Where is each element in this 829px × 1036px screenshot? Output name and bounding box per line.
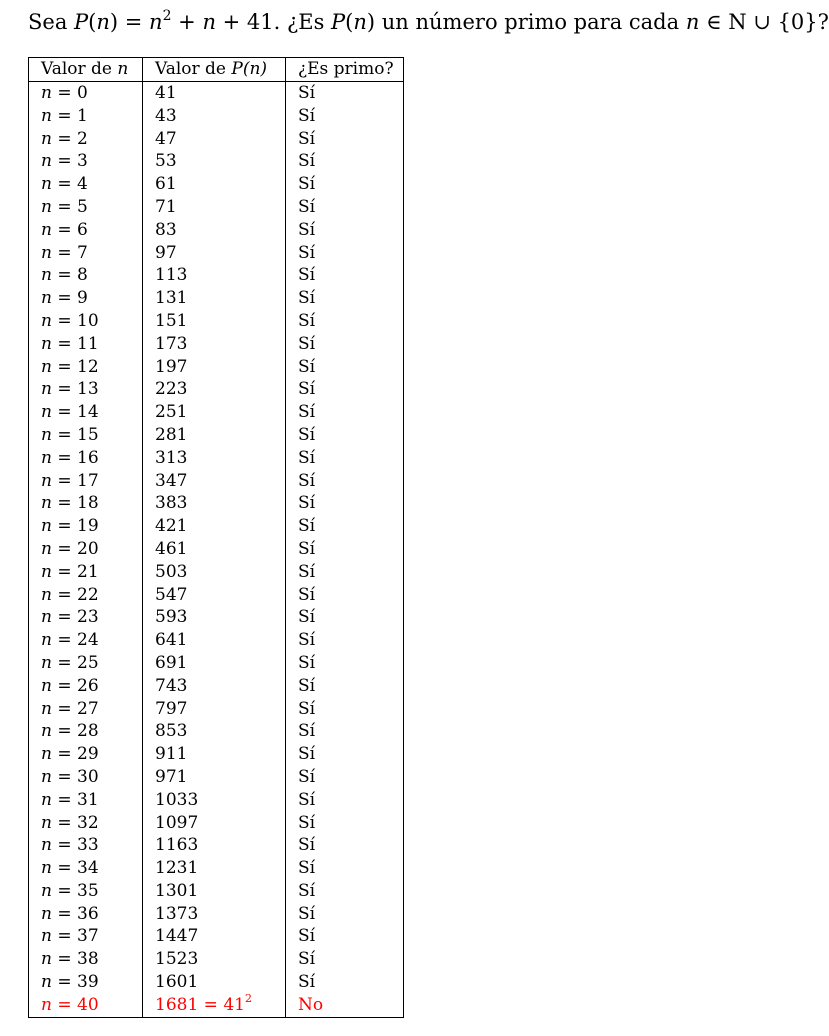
cell-value: 1231 bbox=[143, 857, 286, 880]
question-n-var: n bbox=[96, 10, 110, 34]
question-p-var: P bbox=[331, 10, 346, 34]
cell-n: n = 38 bbox=[29, 948, 143, 971]
table-row bbox=[29, 812, 404, 835]
table-row bbox=[29, 789, 404, 812]
cell-n: n = 7 bbox=[29, 242, 143, 265]
cell-prime: Sí bbox=[286, 356, 404, 379]
table-row bbox=[29, 652, 404, 675]
table-row bbox=[29, 264, 404, 287]
cell-prime: Sí bbox=[286, 82, 404, 105]
cell-prime: Sí bbox=[286, 538, 404, 561]
table-row bbox=[29, 287, 404, 310]
cell-prime: Sí bbox=[286, 219, 404, 242]
cell-value: 1097 bbox=[143, 812, 286, 835]
cell-n: n = 25 bbox=[29, 652, 143, 675]
table-row bbox=[29, 82, 404, 105]
table-row bbox=[29, 743, 404, 766]
cell-n: n = 36 bbox=[29, 903, 143, 926]
cell-value: 347 bbox=[143, 470, 286, 493]
cell-n: n = 24 bbox=[29, 629, 143, 652]
table-row bbox=[29, 834, 404, 857]
cell-value: 71 bbox=[143, 196, 286, 219]
cell-n: n = 9 bbox=[29, 287, 143, 310]
cell-prime: Sí bbox=[286, 515, 404, 538]
table-row bbox=[29, 925, 404, 948]
cell-n: n = 11 bbox=[29, 333, 143, 356]
cell-value: 383 bbox=[143, 492, 286, 515]
table-row bbox=[29, 720, 404, 743]
cell-value: 797 bbox=[143, 698, 286, 721]
table-row bbox=[29, 880, 404, 903]
cell-prime: Sí bbox=[286, 401, 404, 424]
cell-n: n = 14 bbox=[29, 401, 143, 424]
cell-prime: Sí bbox=[286, 105, 404, 128]
cell-prime: Sí bbox=[286, 880, 404, 903]
cell-prime: Sí bbox=[286, 675, 404, 698]
table-row bbox=[29, 150, 404, 173]
cell-n: n = 21 bbox=[29, 561, 143, 584]
question-n-var: n bbox=[202, 10, 216, 34]
cell-n: n = 29 bbox=[29, 743, 143, 766]
cell-prime: Sí bbox=[286, 652, 404, 675]
cell-value: 1523 bbox=[143, 948, 286, 971]
cell-n: n = 33 bbox=[29, 834, 143, 857]
cell-prime: Sí bbox=[286, 743, 404, 766]
cell-prime: Sí bbox=[286, 834, 404, 857]
cell-prime: Sí bbox=[286, 470, 404, 493]
table-row bbox=[29, 492, 404, 515]
cell-n: n = 12 bbox=[29, 356, 143, 379]
cell-n: n = 4 bbox=[29, 173, 143, 196]
cell-value: 281 bbox=[143, 424, 286, 447]
table-row bbox=[29, 333, 404, 356]
table-row bbox=[29, 310, 404, 333]
cell-prime: Sí bbox=[286, 492, 404, 515]
table-row bbox=[29, 219, 404, 242]
cell-n: n = 22 bbox=[29, 584, 143, 607]
question-n-var: n bbox=[685, 10, 700, 34]
cell-n: n = 17 bbox=[29, 470, 143, 493]
cell-value: 743 bbox=[143, 675, 286, 698]
cell-value: 691 bbox=[143, 652, 286, 675]
prime-table bbox=[28, 57, 404, 1018]
cell-prime: Sí bbox=[286, 287, 404, 310]
question-middle: un número primo para cada bbox=[375, 10, 686, 34]
question-n-var: n bbox=[353, 10, 367, 34]
table-row bbox=[29, 538, 404, 561]
cell-value: 131 bbox=[143, 287, 286, 310]
cell-prime: Sí bbox=[286, 128, 404, 151]
table-row bbox=[29, 424, 404, 447]
cell-n: n = 19 bbox=[29, 515, 143, 538]
table-row bbox=[29, 515, 404, 538]
cell-prime: Sí bbox=[286, 903, 404, 926]
cell-prime: Sí bbox=[286, 789, 404, 812]
cell-prime: Sí bbox=[286, 333, 404, 356]
cell-prime: Sí bbox=[286, 310, 404, 333]
cell-prime: Sí bbox=[286, 378, 404, 401]
cell-n: n = 0 bbox=[29, 82, 143, 105]
table-row bbox=[29, 173, 404, 196]
table-header-row bbox=[29, 58, 404, 82]
cell-n: n = 8 bbox=[29, 264, 143, 287]
question-n-var: n bbox=[149, 10, 163, 34]
table-row bbox=[29, 606, 404, 629]
table-row bbox=[29, 766, 404, 789]
cell-value: 421 bbox=[143, 515, 286, 538]
table-row bbox=[29, 105, 404, 128]
table-row bbox=[29, 948, 404, 971]
cell-n: n = 10 bbox=[29, 310, 143, 333]
cell-prime: Sí bbox=[286, 196, 404, 219]
table-row bbox=[29, 470, 404, 493]
cell-value: 313 bbox=[143, 447, 286, 470]
cell-n: n = 20 bbox=[29, 538, 143, 561]
cell-n: n = 40 bbox=[29, 994, 143, 1017]
cell-n: n = 3 bbox=[29, 150, 143, 173]
cell-prime: Sí bbox=[286, 857, 404, 880]
cell-n: n = 37 bbox=[29, 925, 143, 948]
table-row bbox=[29, 903, 404, 926]
cell-n: n = 15 bbox=[29, 424, 143, 447]
table-row bbox=[29, 196, 404, 219]
cell-value: 1447 bbox=[143, 925, 286, 948]
cell-value: 1301 bbox=[143, 880, 286, 903]
table-row bbox=[29, 447, 404, 470]
cell-value: 83 bbox=[143, 219, 286, 242]
table-row bbox=[29, 242, 404, 265]
cell-value: 1163 bbox=[143, 834, 286, 857]
cell-prime: No bbox=[286, 994, 404, 1017]
cell-value: 1601 bbox=[143, 971, 286, 994]
table-row bbox=[29, 378, 404, 401]
cell-value: 47 bbox=[143, 128, 286, 151]
cell-prime: Sí bbox=[286, 925, 404, 948]
question-formula-tail: + 41. ¿Es bbox=[215, 10, 332, 34]
cell-n: n = 39 bbox=[29, 971, 143, 994]
cell-prime: Sí bbox=[286, 606, 404, 629]
cell-value: 1033 bbox=[143, 789, 286, 812]
header-prime: ¿Es primo? bbox=[286, 58, 404, 82]
cell-n: n = 1 bbox=[29, 105, 143, 128]
cell-prime: Sí bbox=[286, 766, 404, 789]
question-text: Sea $P(n) = n^2 + n + 41$. ¿Es P(n) un número primo para cada n ∈ N ∪ {0}? bbox=[28, 8, 829, 34]
cell-value: 223 bbox=[143, 378, 286, 401]
cell-n: n = 16 bbox=[29, 447, 143, 470]
cell-value: 1373 bbox=[143, 903, 286, 926]
cell-value: 61 bbox=[143, 173, 286, 196]
table-row bbox=[29, 561, 404, 584]
cell-n: n = 5 bbox=[29, 196, 143, 219]
cell-value: 461 bbox=[143, 538, 286, 561]
table-row bbox=[29, 675, 404, 698]
cell-prime: Sí bbox=[286, 447, 404, 470]
cell-value: 853 bbox=[143, 720, 286, 743]
cell-value: 911 bbox=[143, 743, 286, 766]
table-row bbox=[29, 629, 404, 652]
cell-value: 503 bbox=[143, 561, 286, 584]
cell-n: n = 18 bbox=[29, 492, 143, 515]
question-p-var: P bbox=[74, 10, 89, 34]
table-row bbox=[29, 401, 404, 424]
cell-value: 41 bbox=[143, 82, 286, 105]
cell-n: n = 32 bbox=[29, 812, 143, 835]
question-set: N ∪ {0}? bbox=[728, 10, 829, 34]
cell-value: 547 bbox=[143, 584, 286, 607]
cell-n: n = 13 bbox=[29, 378, 143, 401]
table-row bbox=[29, 584, 404, 607]
cell-prime: Sí bbox=[286, 264, 404, 287]
cell-value: 641 bbox=[143, 629, 286, 652]
table-row bbox=[29, 971, 404, 994]
cell-prime: Sí bbox=[286, 584, 404, 607]
cell-prime: Sí bbox=[286, 971, 404, 994]
table-row bbox=[29, 128, 404, 151]
cell-n: n = 2 bbox=[29, 128, 143, 151]
cell-n: n = 34 bbox=[29, 857, 143, 880]
cell-value: 151 bbox=[143, 310, 286, 333]
table-row bbox=[29, 857, 404, 880]
cell-value: 971 bbox=[143, 766, 286, 789]
cell-prime: Sí bbox=[286, 812, 404, 835]
cell-value: $1681 = 41^2$ bbox=[143, 994, 286, 1017]
cell-value: 593 bbox=[143, 606, 286, 629]
cell-n: n = 23 bbox=[29, 606, 143, 629]
cell-n: n = 26 bbox=[29, 675, 143, 698]
table-row bbox=[29, 698, 404, 721]
cell-prime: Sí bbox=[286, 173, 404, 196]
table-row bbox=[29, 356, 404, 379]
cell-prime: Sí bbox=[286, 720, 404, 743]
cell-prime: Sí bbox=[286, 948, 404, 971]
cell-prime: Sí bbox=[286, 629, 404, 652]
cell-value: 53 bbox=[143, 150, 286, 173]
cell-value: 97 bbox=[143, 242, 286, 265]
cell-n: n = 28 bbox=[29, 720, 143, 743]
cell-n: n = 27 bbox=[29, 698, 143, 721]
cell-prime: Sí bbox=[286, 150, 404, 173]
cell-value: 197 bbox=[143, 356, 286, 379]
question-prefix: Sea bbox=[28, 10, 75, 34]
cell-n: n = 31 bbox=[29, 789, 143, 812]
cell-prime: Sí bbox=[286, 561, 404, 584]
cell-value: 251 bbox=[143, 401, 286, 424]
header-n: Valor de n bbox=[29, 58, 143, 82]
cell-n: n = 35 bbox=[29, 880, 143, 903]
cell-value: 113 bbox=[143, 264, 286, 287]
cell-value: 43 bbox=[143, 105, 286, 128]
table-row-counterexample bbox=[29, 994, 404, 1017]
cell-prime: Sí bbox=[286, 424, 404, 447]
cell-prime: Sí bbox=[286, 242, 404, 265]
header-value: Valor de P(n) bbox=[143, 58, 286, 82]
cell-n: n = 30 bbox=[29, 766, 143, 789]
cell-value: 173 bbox=[143, 333, 286, 356]
cell-n: n = 6 bbox=[29, 219, 143, 242]
cell-prime: Sí bbox=[286, 698, 404, 721]
